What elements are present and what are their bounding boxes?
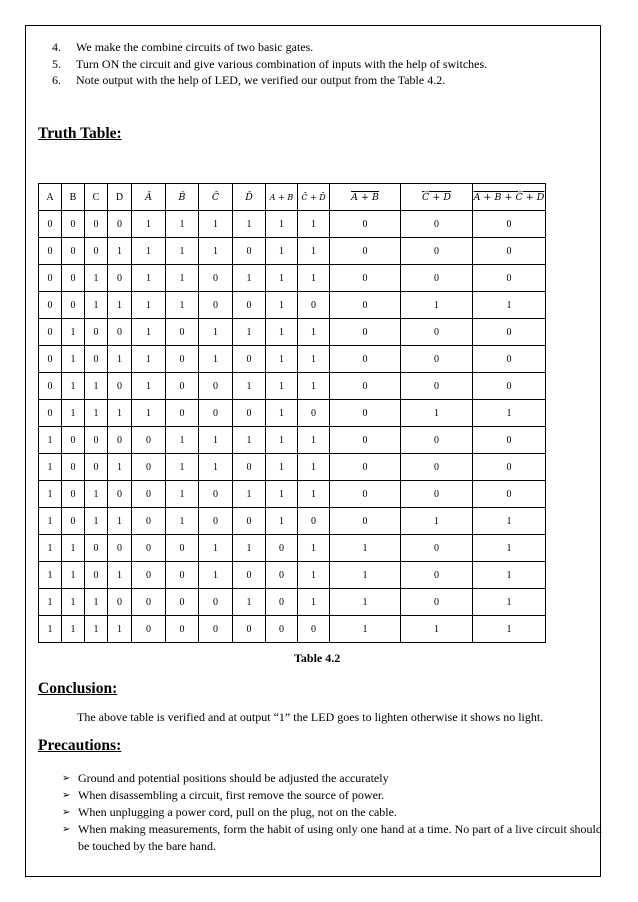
table-cell: 1 (473, 589, 546, 616)
table-cell: 0 (62, 427, 85, 454)
table-cell: 1 (266, 238, 298, 265)
table-cell: 0 (108, 427, 132, 454)
table-cell: 1 (266, 319, 298, 346)
precautions-heading: Precautions: (38, 737, 122, 754)
table-cell: 1 (85, 292, 108, 319)
table-cell: 0 (298, 400, 330, 427)
table-cell: 0 (39, 319, 62, 346)
table-cell: 1 (233, 319, 266, 346)
table-cell: 1 (62, 400, 85, 427)
table-cell: 0 (166, 616, 199, 643)
column-header: Ā (132, 184, 166, 211)
table-cell: 1 (233, 589, 266, 616)
table-header-row (39, 184, 546, 211)
table-cell: 0 (108, 481, 132, 508)
table-row (39, 238, 546, 265)
table-cell: 1 (132, 238, 166, 265)
table-cell: 0 (298, 508, 330, 535)
table-cell: 0 (401, 373, 473, 400)
table-cell: 0 (401, 265, 473, 292)
table-cell: 1 (62, 535, 85, 562)
table-cell: 1 (401, 616, 473, 643)
precaution-text: Ground and potential positions should be adjusted the accurately (78, 771, 389, 785)
table-cell: 1 (166, 508, 199, 535)
table-cell: 0 (473, 454, 546, 481)
table-cell: 1 (298, 319, 330, 346)
table-cell: 0 (330, 454, 401, 481)
table-cell: 0 (473, 373, 546, 400)
table-cell: 1 (39, 454, 62, 481)
table-cell: 1 (330, 616, 401, 643)
table-cell: 0 (199, 400, 233, 427)
table-cell: 1 (132, 265, 166, 292)
table-cell: 1 (199, 211, 233, 238)
table-cell: 1 (401, 292, 473, 319)
table-cell: 0 (166, 535, 199, 562)
table-cell: 0 (62, 211, 85, 238)
table-cell: 0 (39, 211, 62, 238)
table-cell: 1 (199, 562, 233, 589)
table-cell: 0 (62, 238, 85, 265)
column-header: B̄ (166, 184, 199, 211)
table-cell: 1 (39, 508, 62, 535)
table-cell: 1 (62, 373, 85, 400)
table-cell: 1 (85, 481, 108, 508)
table-cell: 0 (401, 211, 473, 238)
table-cell: 1 (298, 238, 330, 265)
table-cell: 0 (166, 589, 199, 616)
table-cell: 1 (39, 562, 62, 589)
table-cell: 0 (62, 454, 85, 481)
table-cell: 1 (233, 265, 266, 292)
table-cell: 1 (199, 319, 233, 346)
column-header: C̄ + D̄ (298, 184, 330, 211)
table-cell: 0 (298, 292, 330, 319)
table-cell: 1 (166, 292, 199, 319)
arrow-bullet-icon: ➢ (62, 790, 71, 801)
table-cell: 0 (166, 346, 199, 373)
table-cell: 1 (39, 616, 62, 643)
table-cell: 1 (85, 265, 108, 292)
table-cell: 1 (266, 454, 298, 481)
table-cell: 1 (330, 562, 401, 589)
table-cell: 1 (266, 427, 298, 454)
precaution-text: When making measurements, form the habit of using only one hand at a time. No part of a live circuit should be touched by the bare hand. (78, 822, 602, 853)
table-cell: 1 (166, 265, 199, 292)
table-cell: 1 (166, 211, 199, 238)
table-cell: 1 (132, 292, 166, 319)
table-cell: 0 (330, 373, 401, 400)
table-row (39, 373, 546, 400)
table-cell: 0 (199, 292, 233, 319)
table-cell: 1 (266, 265, 298, 292)
column-header-text: A + B + C̄ + D (473, 191, 545, 203)
table-cell: 0 (62, 508, 85, 535)
table-cell: 0 (473, 265, 546, 292)
table-cell: 0 (108, 373, 132, 400)
table-cell: 0 (473, 319, 546, 346)
table-row (39, 589, 546, 616)
arrow-bullet-icon: ➢ (62, 773, 71, 784)
table-cell: 0 (233, 508, 266, 535)
table-cell: 0 (39, 346, 62, 373)
procedure-steps (52, 39, 487, 89)
table-cell: 1 (108, 292, 132, 319)
table-cell: 1 (266, 508, 298, 535)
table-cell: 0 (233, 616, 266, 643)
table-cell: 0 (166, 562, 199, 589)
table-row (39, 400, 546, 427)
table-cell: 1 (62, 346, 85, 373)
table-cell: 1 (298, 454, 330, 481)
table-cell: 1 (199, 238, 233, 265)
table-cell: 0 (266, 535, 298, 562)
table-cell: 1 (199, 454, 233, 481)
column-header: C̄ (199, 184, 233, 211)
table-row (39, 616, 546, 643)
table-cell: 0 (132, 562, 166, 589)
table-cell: 1 (39, 427, 62, 454)
column-header: C (85, 184, 108, 211)
table-cell: 0 (401, 238, 473, 265)
list-item (62, 787, 602, 804)
table-row (39, 211, 546, 238)
table-cell: 1 (233, 481, 266, 508)
table-cell: 1 (298, 535, 330, 562)
list-item (62, 770, 602, 787)
table-cell: 1 (298, 265, 330, 292)
column-header: B (62, 184, 85, 211)
table-cell: 1 (108, 238, 132, 265)
list-item (62, 821, 602, 855)
column-header-text: C̄ + D (422, 191, 451, 203)
column-header: D (108, 184, 132, 211)
table-cell: 1 (39, 535, 62, 562)
table-cell: 0 (108, 319, 132, 346)
table-cell: 1 (132, 319, 166, 346)
table-cell: 0 (85, 562, 108, 589)
table-cell: 1 (298, 211, 330, 238)
table-cell: 1 (199, 535, 233, 562)
table-cell: 0 (473, 427, 546, 454)
arrow-bullet-icon: ➢ (62, 824, 71, 835)
table-cell: 1 (266, 373, 298, 400)
table-cell: 0 (401, 562, 473, 589)
table-cell: 0 (401, 346, 473, 373)
precaution-text: When unplugging a power cord, pull on the plug, not on the cable. (78, 805, 397, 819)
table-cell: 0 (233, 292, 266, 319)
table-cell: 1 (166, 454, 199, 481)
table-cell: 0 (330, 211, 401, 238)
table-cell: 1 (39, 481, 62, 508)
table-cell: 0 (473, 238, 546, 265)
table-cell: 0 (39, 373, 62, 400)
precautions-list (62, 770, 602, 855)
table-cell: 0 (401, 454, 473, 481)
table-cell: 0 (330, 265, 401, 292)
table-cell: 1 (132, 373, 166, 400)
table-cell: 0 (330, 481, 401, 508)
table-cell: 0 (401, 319, 473, 346)
table-cell: 0 (108, 211, 132, 238)
table-cell: 0 (330, 427, 401, 454)
table-cell: 1 (85, 589, 108, 616)
table-cell: 1 (233, 373, 266, 400)
table-cell: 0 (330, 346, 401, 373)
table-cell: 1 (473, 400, 546, 427)
table-cell: 0 (62, 481, 85, 508)
table-cell: 1 (199, 427, 233, 454)
table-cell: 1 (266, 400, 298, 427)
table-cell: 0 (39, 238, 62, 265)
table-cell: 0 (108, 265, 132, 292)
table-cell: 0 (233, 238, 266, 265)
table-cell: 0 (132, 427, 166, 454)
table-cell: 1 (473, 562, 546, 589)
table-row (39, 562, 546, 589)
table-cell: 1 (473, 508, 546, 535)
conclusion-heading: Conclusion: (38, 680, 118, 697)
table-cell: 1 (85, 400, 108, 427)
table-row (39, 481, 546, 508)
conclusion-text: The above table is verified and at output “1” the LED goes to lighten otherwise it shows no light. (77, 710, 544, 724)
table-cell: 1 (473, 292, 546, 319)
table-cell: 0 (132, 481, 166, 508)
column-header (330, 184, 401, 211)
table-cell: 1 (233, 211, 266, 238)
table-cell: 0 (132, 616, 166, 643)
step-item (52, 39, 487, 56)
step-number: 4. (52, 40, 61, 54)
table-cell: 1 (266, 481, 298, 508)
table-cell: 1 (330, 535, 401, 562)
table-cell: 0 (473, 346, 546, 373)
table-cell: 0 (132, 508, 166, 535)
table-row (39, 265, 546, 292)
table-cell: 1 (166, 427, 199, 454)
table-row (39, 454, 546, 481)
table-cell: 1 (108, 454, 132, 481)
table-cell: 0 (108, 535, 132, 562)
list-item (62, 804, 602, 821)
table-cell: 1 (166, 481, 199, 508)
table-cell: 1 (108, 616, 132, 643)
table-cell: 0 (330, 400, 401, 427)
table-cell: 0 (166, 319, 199, 346)
table-caption: Table 4.2 (294, 651, 341, 665)
column-header: A (39, 184, 62, 211)
column-header (473, 184, 546, 211)
table-row (39, 535, 546, 562)
table-cell: 0 (62, 265, 85, 292)
table-cell: 1 (108, 346, 132, 373)
table-cell: 0 (266, 616, 298, 643)
step-text: Note output with the help of LED, we verified our output from the Table 4.2. (76, 73, 446, 87)
table-cell: 0 (39, 265, 62, 292)
table-cell: 1 (85, 373, 108, 400)
step-number: 6. (52, 73, 61, 87)
table-cell: 0 (85, 454, 108, 481)
table-cell: 0 (199, 265, 233, 292)
table-cell: 0 (330, 292, 401, 319)
table-cell: 1 (132, 211, 166, 238)
table-cell: 0 (166, 373, 199, 400)
table-cell: 0 (132, 535, 166, 562)
table-cell: 0 (233, 346, 266, 373)
table-cell: 1 (108, 400, 132, 427)
step-item (52, 72, 487, 89)
table-cell: 0 (473, 211, 546, 238)
column-header: A + B (266, 184, 298, 211)
truth-table-heading: Truth Table: (38, 125, 122, 142)
table-cell: 0 (330, 319, 401, 346)
column-header: D̄ (233, 184, 266, 211)
table-cell: 1 (233, 535, 266, 562)
table-cell: 1 (62, 616, 85, 643)
table-cell: 1 (85, 616, 108, 643)
table-cell: 1 (166, 238, 199, 265)
table-cell: 0 (233, 562, 266, 589)
table-cell: 0 (473, 481, 546, 508)
table-cell: 0 (401, 589, 473, 616)
table-cell: 1 (132, 346, 166, 373)
table-cell: 0 (62, 292, 85, 319)
table-cell: 0 (132, 589, 166, 616)
table-cell: 0 (166, 400, 199, 427)
table-cell: 0 (85, 238, 108, 265)
table-row (39, 319, 546, 346)
table-cell: 0 (330, 508, 401, 535)
table-cell: 0 (233, 454, 266, 481)
table-cell: 1 (62, 562, 85, 589)
table-cell: 0 (85, 319, 108, 346)
step-item (52, 56, 487, 73)
table-cell: 0 (199, 616, 233, 643)
step-text: Turn ON the circuit and give various combination of inputs with the help of switches. (76, 56, 488, 71)
column-header-text: A + B (351, 191, 379, 203)
table-cell: 0 (85, 535, 108, 562)
table-cell: 0 (85, 346, 108, 373)
table-cell: 1 (298, 373, 330, 400)
table-cell: 1 (473, 535, 546, 562)
table-cell: 1 (39, 589, 62, 616)
arrow-bullet-icon: ➢ (62, 807, 71, 818)
precaution-text: When disassembling a circuit, first remove the source of power. (78, 788, 385, 802)
table-row (39, 292, 546, 319)
step-number: 5. (52, 56, 61, 71)
table-cell: 1 (108, 562, 132, 589)
table-cell: 1 (298, 562, 330, 589)
table-cell: 0 (199, 373, 233, 400)
table-cell: 0 (199, 481, 233, 508)
table-cell: 1 (199, 346, 233, 373)
table-cell: 1 (62, 319, 85, 346)
table-cell: 1 (233, 427, 266, 454)
truth-table (38, 183, 546, 643)
table-cell: 1 (298, 481, 330, 508)
table-cell: 1 (401, 508, 473, 535)
table-cell: 0 (39, 292, 62, 319)
table-cell: 0 (199, 508, 233, 535)
table-cell: 1 (108, 508, 132, 535)
table-cell: 0 (266, 589, 298, 616)
table-cell: 0 (401, 427, 473, 454)
table-cell: 1 (132, 400, 166, 427)
truth-table-body (39, 211, 546, 643)
table-row (39, 346, 546, 373)
table-cell: 0 (132, 454, 166, 481)
table-cell: 1 (266, 346, 298, 373)
table-cell: 1 (266, 211, 298, 238)
table-cell: 0 (85, 427, 108, 454)
table-cell: 0 (85, 211, 108, 238)
table-cell: 0 (266, 562, 298, 589)
table-cell: 0 (401, 481, 473, 508)
table-row (39, 508, 546, 535)
step-text: We make the combine circuits of two basic gates. (76, 40, 314, 54)
table-cell: 1 (330, 589, 401, 616)
table-cell: 0 (199, 589, 233, 616)
table-cell: 1 (62, 589, 85, 616)
table-cell: 1 (401, 400, 473, 427)
table-cell: 0 (298, 616, 330, 643)
table-row (39, 427, 546, 454)
table-cell: 0 (401, 535, 473, 562)
table-cell: 1 (298, 589, 330, 616)
table-cell: 1 (473, 616, 546, 643)
table-cell: 1 (298, 427, 330, 454)
table-cell: 0 (233, 400, 266, 427)
column-header (401, 184, 473, 211)
table-cell: 1 (266, 292, 298, 319)
table-cell: 0 (39, 400, 62, 427)
table-cell: 1 (85, 508, 108, 535)
table-cell: 0 (108, 589, 132, 616)
table-cell: 1 (298, 346, 330, 373)
table-cell: 0 (330, 238, 401, 265)
